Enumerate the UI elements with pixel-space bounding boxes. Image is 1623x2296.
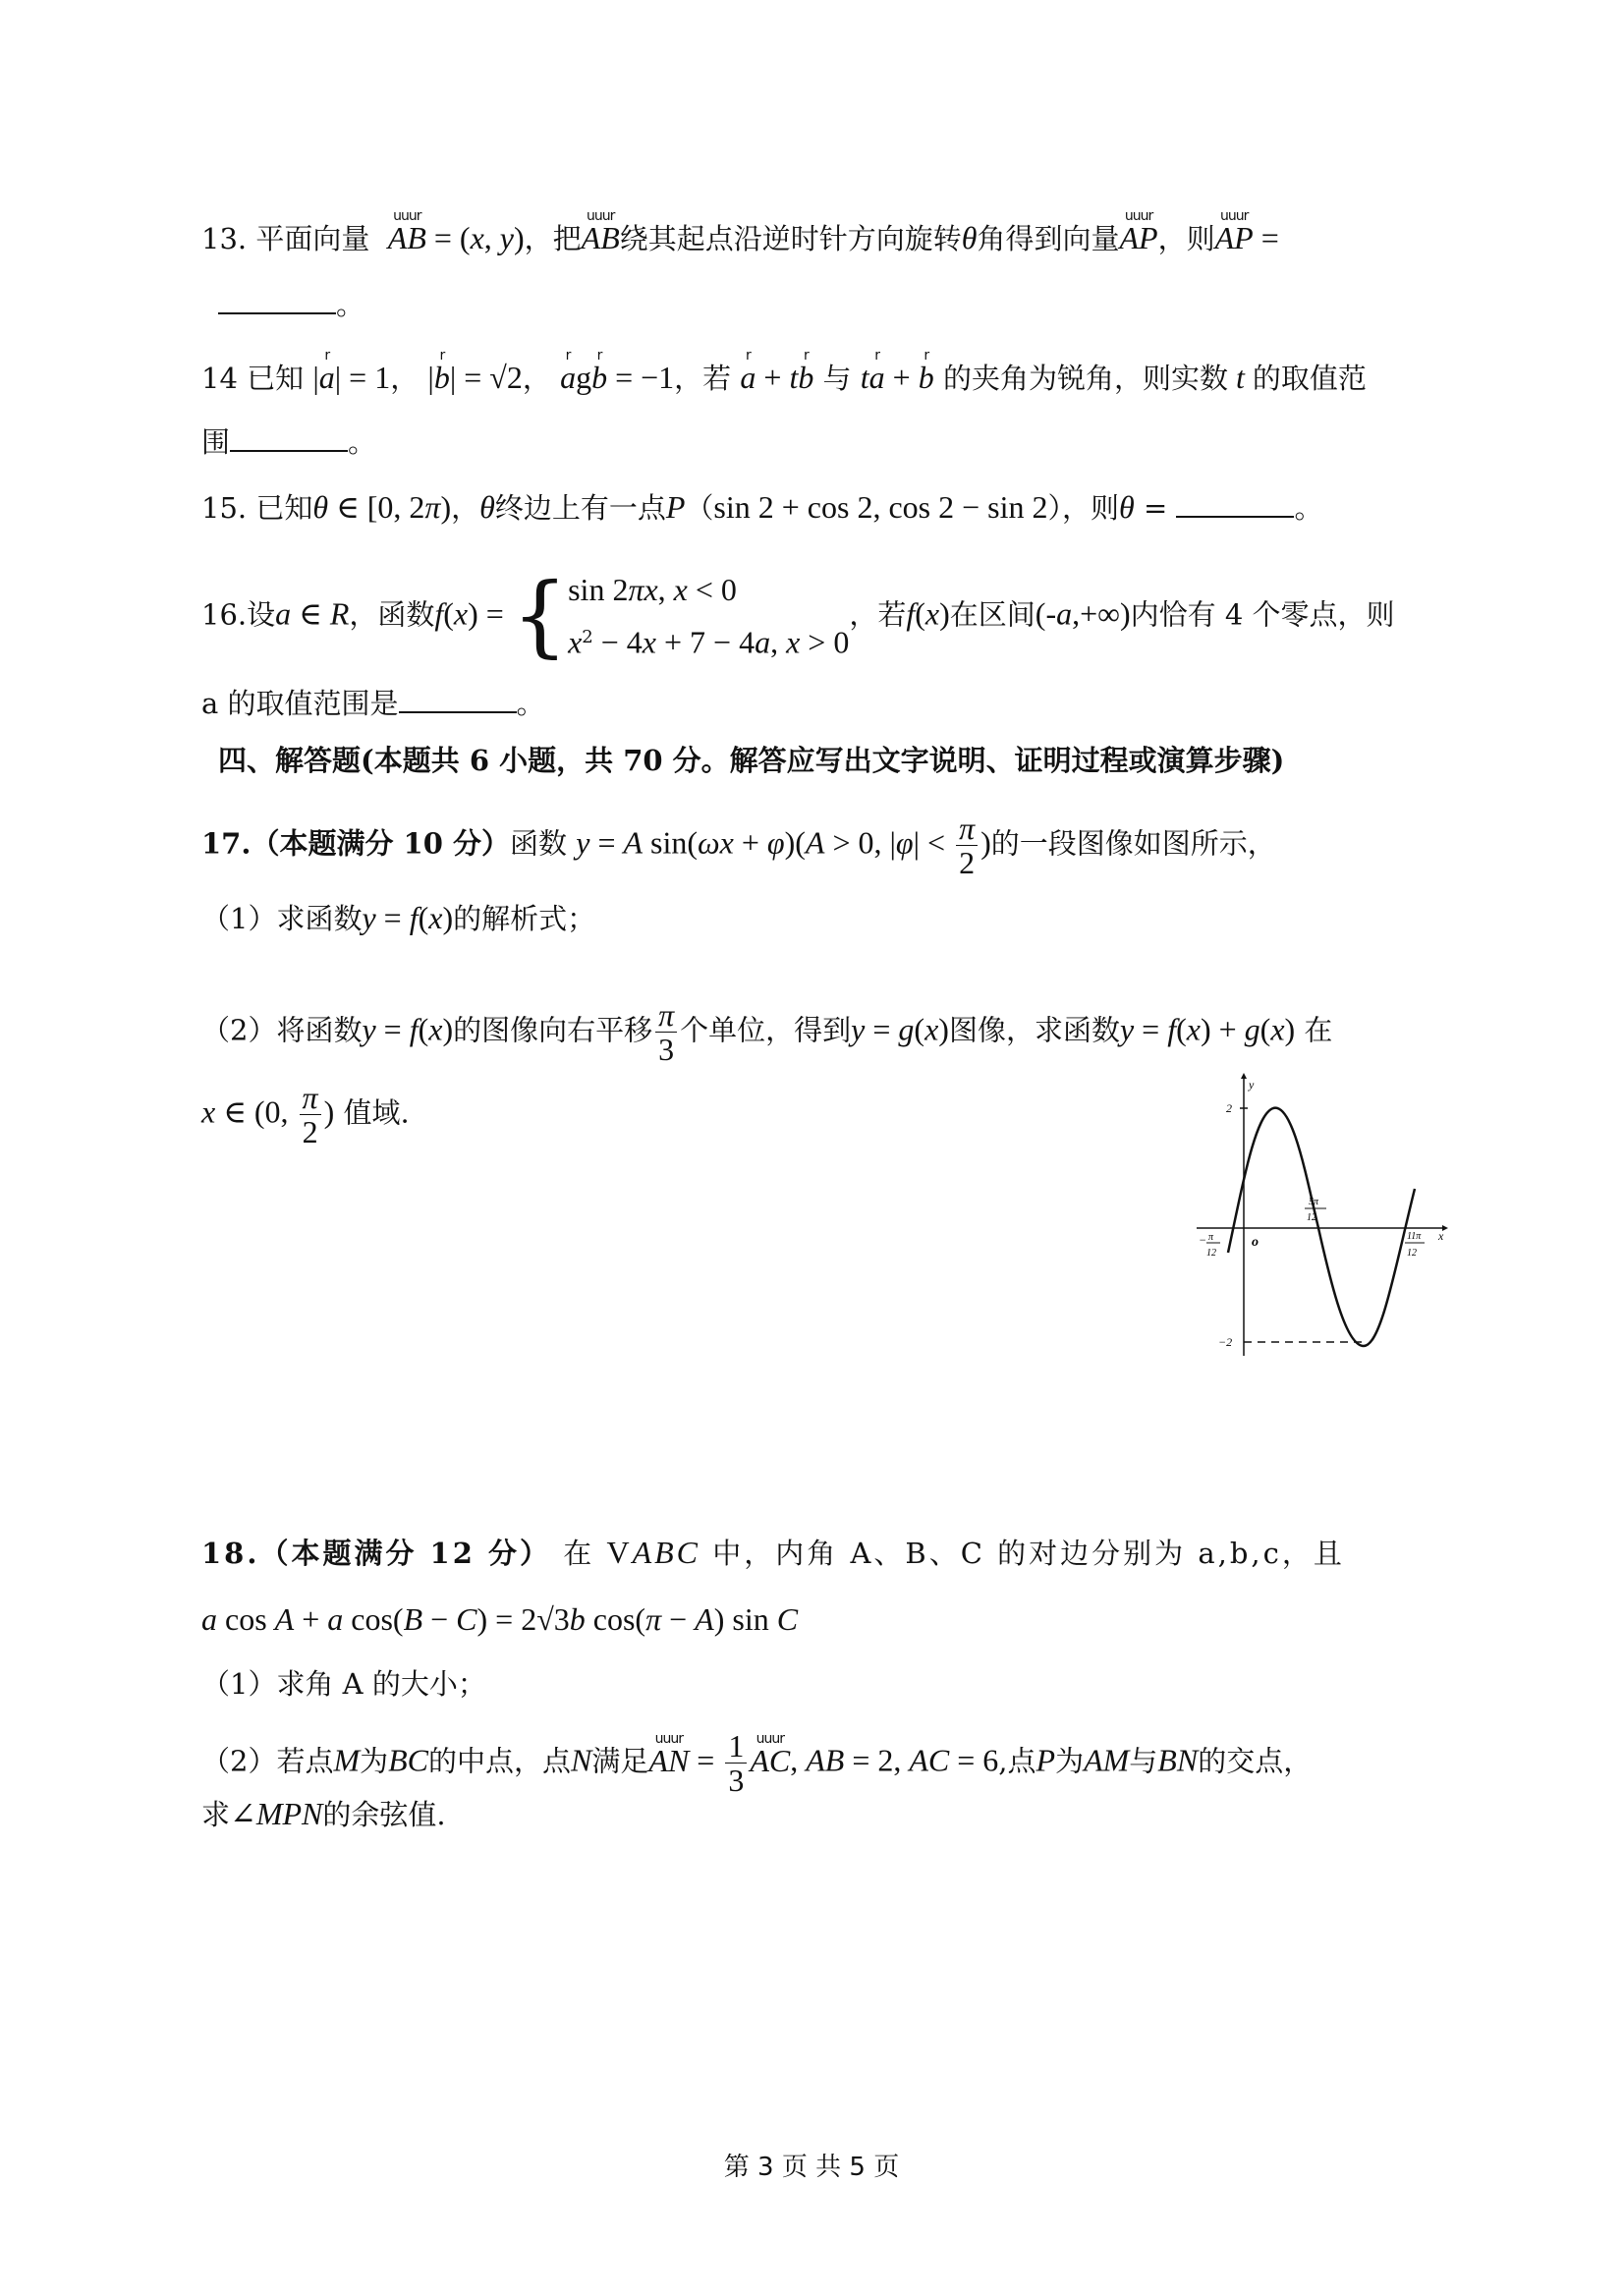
x-right-tick-num: 11π [1407, 1231, 1422, 1242]
question-16: 16.设a ∈ R，函数f(x) = {sin 2πx, x < 0 $x^2 - 4x + 7 - 4a$, x > 0，若f(x)在区间(-a,+∞)内恰有 4 个零点，则 [201, 564, 1395, 668]
question-14-cont: 围 。 [201, 425, 377, 459]
answer-blank[interactable] [1176, 490, 1294, 518]
question-18-part2: （2）若点M为BC的中点，点N满足 uuur AN = $\frac{1}{3}$ uuur AC, AB = 2, AC = 6,点P为AM与BN的交点， [201, 1728, 1313, 1798]
question-15: 15. 已知θ ∈ [0, 2π)，θ终边上有一点P（sin 2 + cos 2, cos 2 − sin 2），则θ = 。 [201, 489, 1323, 525]
question-13-answer-line: 。 [218, 285, 364, 324]
x-right-tick-den: 12 [1407, 1248, 1417, 1259]
x-mid-tick-num: 5π [1309, 1197, 1319, 1207]
question-17: 17.（本题满分 10 分）函数 y = A sin(ωx + φ)(A > 0, |φ| < $\frac{\pi}{2}$ )的一段图像如图所示， [201, 811, 1276, 880]
question-18-equation: a cos A + a cos(B − C) = 2√3b cos(π − A) sin C [201, 1601, 799, 1637]
svg-text:−: − [1199, 1233, 1207, 1247]
x-left-tick-num: π [1208, 1232, 1214, 1243]
x-mid-tick-den: 12 [1307, 1212, 1316, 1223]
question-18-part1: （1）求角 A 的大小； [201, 1667, 486, 1701]
question-17-part2-cont: x ∈ (0, $\frac{\pi}{2}$ ) 值域. [201, 1080, 410, 1149]
y-min-label: −2 [1218, 1335, 1233, 1349]
origin-label: o [1252, 1235, 1259, 1250]
question-14: 14 已知 | r a| = 1， | r b| = √2， r ag r b = −1，若 r a + t r b 与 t r a + r b 的夹角为锐角，则实数 t 的取值范 [201, 348, 1367, 395]
x-axis-label: x [1438, 1229, 1444, 1243]
vector-AB: uuur AB [387, 208, 426, 255]
question-16-cont: a 的取值范围是 。 [201, 687, 545, 720]
sine-graph-figure [1179, 1071, 1454, 1366]
y-max-label: 2 [1226, 1101, 1232, 1115]
sine-curve [1228, 1108, 1415, 1346]
question-18: 18.（本题满分 12 分） 在 VABC 中，内角 A、B、C 的对边分别为 a,b,c，且 [201, 1535, 1345, 1570]
answer-blank[interactable] [399, 686, 517, 713]
page-footer: 第 3 页 共 5 页 [723, 2153, 900, 2182]
section-heading: 四、解答题(本题共 6 小题，共 70 分。解答应写出文字说明、证明过程或演算步骤) [218, 744, 1285, 777]
answer-blank[interactable] [218, 287, 336, 314]
x-left-tick-den: 12 [1206, 1248, 1216, 1259]
question-17-part1: （1）求函数y = f(x)的解析式； [201, 900, 596, 935]
piecewise-cases: sin 2πx, x < 0 $x^2 - 4x + 7 - 4a$, x > 0 [568, 572, 850, 660]
question-13: 13. 平面向量 uuur AB = (x, y)，把 uuur AB绕其起点沿逆时针方向旋转θ角得到向量 uuur AP，则 uuur AP = [201, 208, 1279, 255]
question-17-part2: （2）将函数y = f(x)的图像向右平移 $\frac{\pi}{3}$ 个单位，得到y = g(x)图像，求函数y = f(x) + g(x) 在 [201, 997, 1333, 1067]
y-axis-label: y [1249, 1078, 1255, 1092]
question-18-part2-cont: 求∠MPN的余弦值. [201, 1796, 446, 1831]
answer-blank[interactable] [230, 424, 348, 452]
